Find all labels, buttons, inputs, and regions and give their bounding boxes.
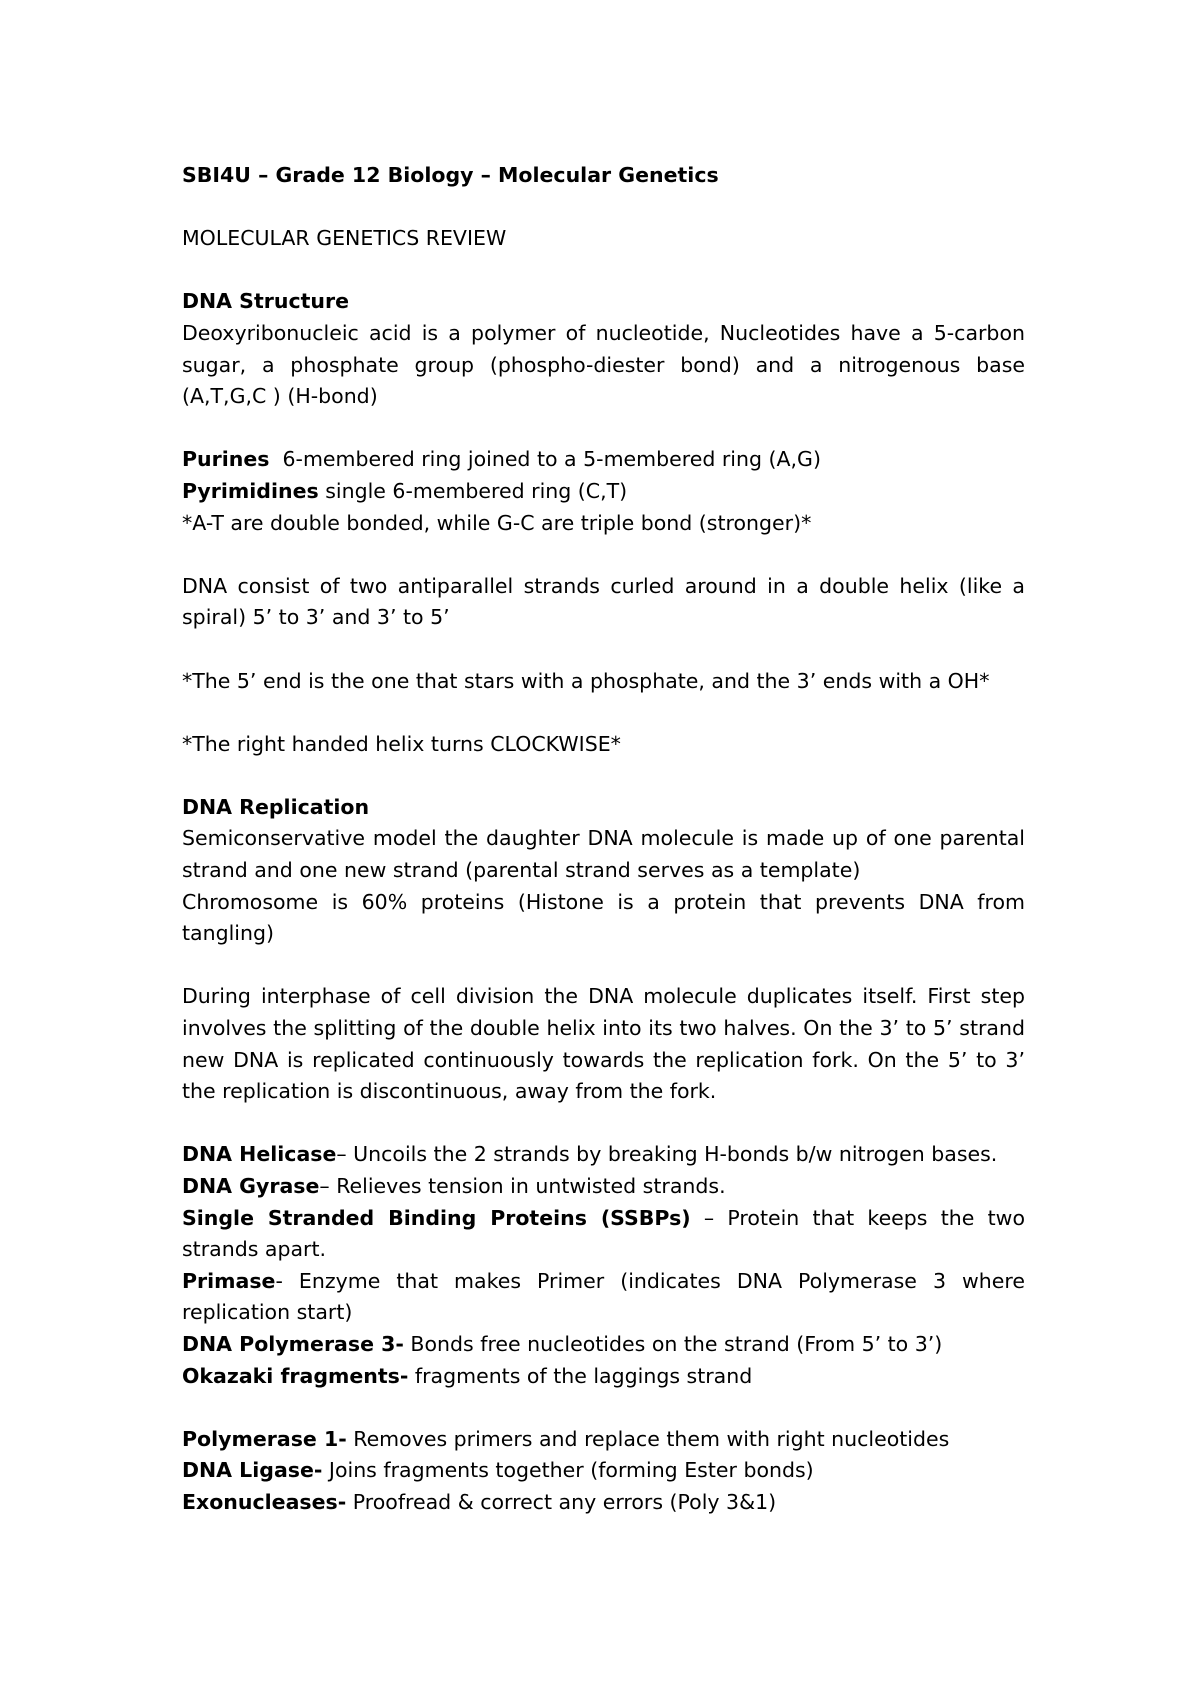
enzyme-item-polymerase-1 (182, 1424, 1025, 1456)
purines-label: Purines (182, 447, 270, 472)
enzyme-list-2 (182, 1424, 1025, 1519)
enzyme-item-ligase (182, 1455, 1025, 1487)
dna-structure-paragraph: Deoxyribonucleic acid is a polymer of nucleotide, Nucleotides have a 5-carbon sugar, a phosphate group (phospho-diester bond) and a nitrogenous base (A,T,G,C ) (H-bond) (182, 320, 1025, 409)
enzyme-item-okazaki (182, 1361, 1025, 1393)
enzyme-text: Bonds free nucleotides on the strand (From 5’ to 3’) (403, 1331, 943, 1356)
enzyme-label: Single Stranded Binding Proteins (SSBPs) (182, 1205, 691, 1230)
clockwise-note: *The right handed helix turns CLOCKWISE* (182, 731, 621, 756)
enzyme-item-helicase (182, 1139, 1025, 1171)
bond-note: *A-T are double bonded, while G-C are triple bond (stronger)* (182, 510, 812, 535)
pyrimidines-line (182, 476, 1025, 508)
enzyme-label: Exonucleases- (182, 1489, 347, 1514)
enzyme-text: – Protein that keeps the two strands apart. (182, 1205, 1025, 1262)
enzyme-text: Proofread & correct any errors (Poly 3&1) (346, 1489, 777, 1514)
enzyme-item-polymerase-3 (182, 1329, 1025, 1361)
section-heading-dna-structure: DNA Structure (182, 289, 350, 314)
semiconservative-paragraph: Semiconservative model the daughter DNA molecule is made up of one parental strand and one new strand (parental strand serves as a template) (182, 826, 1025, 883)
enzyme-label: DNA Ligase- (182, 1458, 323, 1483)
enzyme-text: – Relieves tension in untwisted strands. (319, 1174, 726, 1198)
interphase-paragraph: During interphase of cell division the DNA molecule duplicates itself. First step involves the splitting of the double helix into its two halves. On the 3’ to 5’ strand new DNA is replicated continuously towards the replication fork. On the 5’ to 3’ the replication is discontinuous, away from the fork. (182, 984, 1025, 1104)
enzyme-item-gyrase (182, 1171, 1025, 1203)
antiparallel-paragraph: DNA consist of two antiparallel strands curled around in a double helix (like a spiral) 5’ to 3’ and 3’ to 5’ (182, 573, 1025, 630)
purines-text: 6-membered ring joined to a 5-membered ring (A,G) (282, 447, 821, 472)
enzyme-item-primase (182, 1266, 1025, 1329)
enzyme-list (182, 1139, 1025, 1392)
pyrimidines-text: single 6-membered ring (C,T) (318, 478, 628, 503)
enzyme-text: – Uncoils the 2 strands by breaking H-bonds b/w nitrogen bases. (336, 1142, 998, 1167)
enzyme-text: Joins fragments together (forming Ester bonds) (322, 1458, 814, 1483)
pyrimidines-label: Pyrimidines (182, 478, 319, 503)
enzyme-label: DNA Gyrase (182, 1174, 320, 1198)
enzyme-item-ssbps (182, 1203, 1025, 1266)
document-page (182, 160, 1025, 1519)
section-heading-dna-replication: DNA Replication (182, 794, 370, 819)
enzyme-label: Okazaki fragments- (182, 1363, 409, 1388)
document-title: SBI4U – Grade 12 Biology – Molecular Genetics (182, 163, 719, 187)
enzyme-label: Primase (182, 1268, 276, 1293)
chromosome-paragraph: Chromosome is 60% proteins (Histone is a protein that prevents DNA from tangling) (182, 889, 1025, 946)
enzyme-item-exonucleases (182, 1487, 1025, 1519)
document-subtitle: MOLECULAR GENETICS REVIEW (182, 226, 507, 251)
enzyme-label: Polymerase 1- (182, 1426, 347, 1451)
enzyme-text: Removes primers and replace them with right nucleotides (346, 1426, 950, 1451)
enzyme-text: - Enzyme that makes Primer (indicates DNA Polymerase 3 where replication start) (182, 1268, 1025, 1325)
enzyme-label: DNA Helicase (182, 1142, 337, 1167)
ends-note: *The 5’ end is the one that stars with a phosphate, and the 3’ ends with a OH* (182, 668, 990, 693)
purines-line (182, 444, 1025, 476)
enzyme-text: fragments of the laggings strand (408, 1363, 753, 1388)
enzyme-label: DNA Polymerase 3- (182, 1331, 404, 1356)
